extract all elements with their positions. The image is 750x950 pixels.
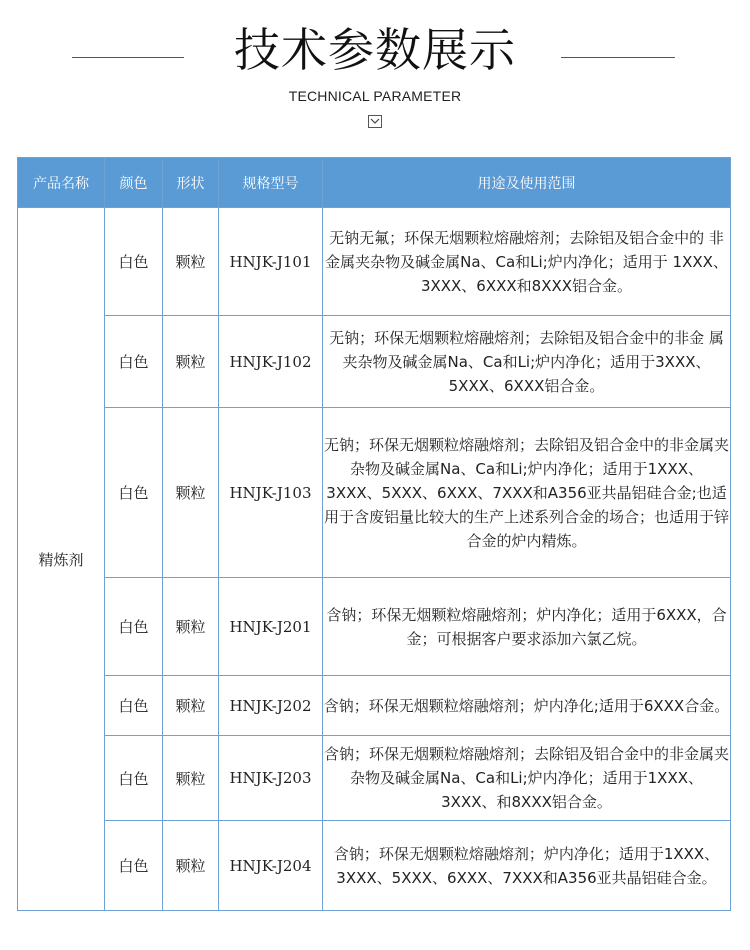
table-row	[18, 208, 731, 316]
model-cell: HNJK-J101	[219, 208, 323, 316]
model-cell: HNJK-J203	[219, 736, 323, 821]
column-header-color: 颜色	[105, 158, 163, 208]
usage-cell: 无钠；环保无烟颗粒熔融熔剂；去除铝及铝合金中的非金属夹杂物及碱金属Na、Ca和Li;炉内净化；适用于1XXX、3XXX、5XXX、6XXX、7XXX和A356亚共晶铝硅合金;也适用于含废铝量比较大的生产上述系列合金的场合；也适用于锌合金的炉内精炼。	[323, 408, 731, 578]
table-row	[18, 676, 731, 736]
usage-cell: 含钠；环保无烟颗粒熔融熔剂；去除铝及铝合金中的非金属夹杂物及碱金属Na、Ca和Li;炉内净化；适用于1XXX、3XXX、和8XXX铝合金。	[323, 736, 731, 821]
column-header-model: 规格型号	[219, 158, 323, 208]
color-cell: 白色	[105, 578, 163, 676]
table-row	[18, 821, 731, 911]
shape-cell: 颗粒	[163, 736, 219, 821]
usage-cell: 无钠无氟；环保无烟颗粒熔融熔剂；去除铝及铝合金中的 非金属夹杂物及碱金属Na、Ca和Li;炉内净化；适用于 1XXX、3XXX、6XXX和8XXX铝合金。	[323, 208, 731, 316]
shape-cell: 颗粒	[163, 316, 219, 408]
shape-cell: 颗粒	[163, 676, 219, 736]
page-subtitle: TECHNICAL PARAMETER	[288, 88, 462, 104]
color-cell: 白色	[105, 408, 163, 578]
table-header-row	[18, 158, 731, 208]
color-cell: 白色	[105, 316, 163, 408]
table-row	[18, 578, 731, 676]
page-title: 技术参数展示	[234, 23, 516, 77]
color-cell: 白色	[105, 821, 163, 911]
usage-cell: 含钠；环保无烟颗粒熔融熔剂；炉内净化；适用于6XXX，合金；可根据客户要求添加六氯乙烷。	[323, 578, 731, 676]
column-header-usage: 用途及使用范围	[323, 158, 731, 208]
shape-cell: 颗粒	[163, 578, 219, 676]
column-header-product-name: 产品名称	[18, 158, 105, 208]
product-category-cell: 精炼剂	[18, 208, 105, 911]
shape-cell: 颗粒	[163, 821, 219, 911]
color-cell: 白色	[105, 736, 163, 821]
model-cell: HNJK-J204	[219, 821, 323, 911]
model-cell: HNJK-J102	[219, 316, 323, 408]
color-cell: 白色	[105, 208, 163, 316]
model-cell: HNJK-J202	[219, 676, 323, 736]
usage-cell: 无钠；环保无烟颗粒熔融熔剂；去除铝及铝合金中的非金 属夹杂物及碱金属Na、Ca和Li;炉内净化；适用于3XXX、5XXX、6XXX铝合金。	[323, 316, 731, 408]
table-row	[18, 736, 731, 821]
model-cell: HNJK-J201	[219, 578, 323, 676]
table-row	[18, 316, 731, 408]
usage-cell: 含钠；环保无烟颗粒熔融熔剂；炉内净化；适用于1XXX、3XXX、5XXX、6XXX、7XXX和A356亚共晶铝硅合金。	[323, 821, 731, 911]
color-cell: 白色	[105, 676, 163, 736]
title-divider-right	[561, 57, 675, 58]
usage-cell: 含钠；环保无烟颗粒熔融熔剂；炉内净化;适用于6XXX合金。	[323, 676, 731, 736]
model-cell: HNJK-J103	[219, 408, 323, 578]
shape-cell: 颗粒	[163, 208, 219, 316]
page-header	[0, 0, 750, 150]
chevron-down-icon	[368, 115, 382, 128]
shape-cell: 颗粒	[163, 408, 219, 578]
parameter-table	[17, 157, 731, 911]
table-row	[18, 408, 731, 578]
column-header-shape: 形状	[163, 158, 219, 208]
